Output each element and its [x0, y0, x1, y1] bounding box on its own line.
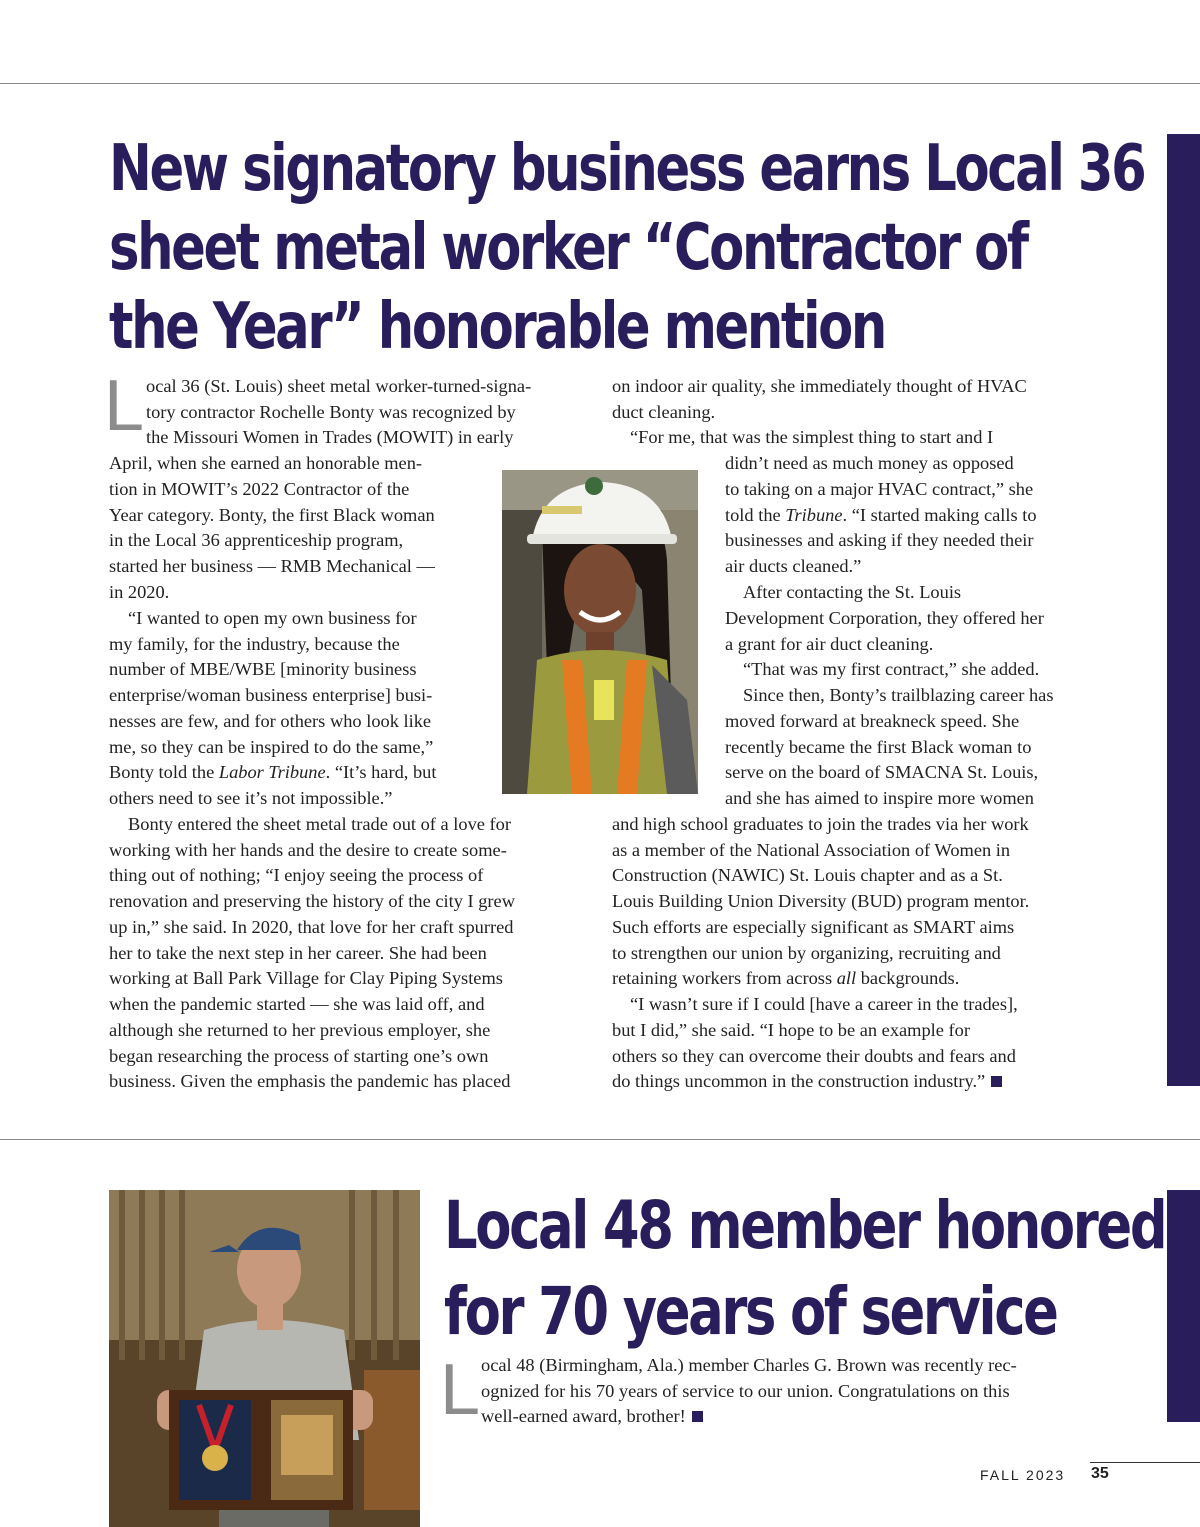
charles-brown-photo: [109, 1190, 420, 1527]
charles-brown-illustration: [109, 1190, 420, 1527]
rochelle-bonty-photo: [502, 470, 698, 794]
rochelle-bonty-illustration: [502, 470, 698, 794]
end-of-story-mark: [692, 1411, 703, 1422]
drop-cap: L: [104, 366, 145, 446]
section-tab-bar: [1167, 134, 1200, 1086]
page-number: 35: [1091, 1465, 1109, 1482]
top-divider: [0, 83, 1200, 84]
article-2-headline: Local 48 member honored for 70 years of service: [444, 1187, 1166, 1350]
issue-label: FALL 2023: [980, 1467, 1066, 1483]
end-of-story-mark: [991, 1076, 1002, 1087]
footer-rule: [1090, 1462, 1200, 1463]
drop-cap: L: [440, 1350, 481, 1430]
article-1-headline: New signatory business earns Local 36 sheet metal worker “Contractor of the Year” honorable mention: [109, 132, 1145, 364]
section-tab-bar: [1167, 1190, 1200, 1422]
section-divider: [0, 1139, 1200, 1140]
